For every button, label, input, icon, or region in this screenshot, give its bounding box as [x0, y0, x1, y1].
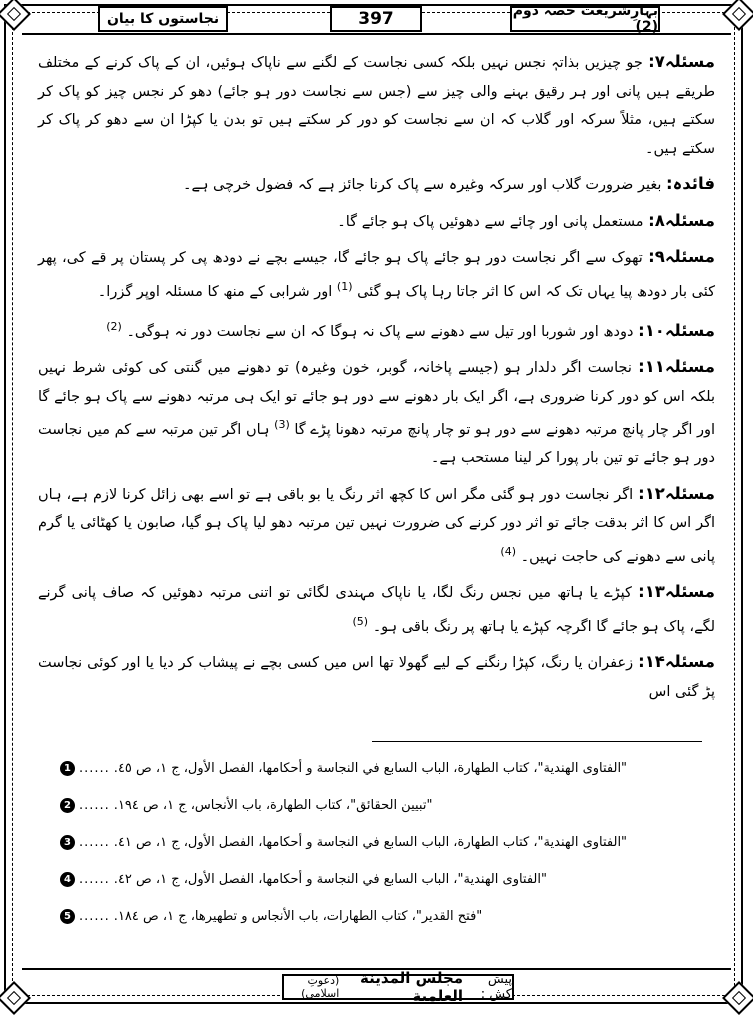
footnote-ref: (4)	[500, 544, 516, 558]
mas-label: مسئلہ۱۰:	[638, 320, 715, 340]
footnote: 4 ...... "الفتاوى الهندية"، الباب السابع في النجاسة و أحكامها، الفصل الأول، ج ١، ص ٤٢.	[60, 869, 697, 889]
footnote-number: 5	[60, 909, 75, 924]
faida-label: فائدہ:	[666, 174, 715, 193]
paragraph: مسئلہ۹: تھوک سے اگر نجاست دور ہو جائے پاک ہو جائے گا، جیسے بچے نے دودھ پی کر پستان پر قے کی، پھر کئی بار دودھ پیا یہاں تک کہ اس کا اثر جاتا رہا پاک ہو گئی $^{(1)}$ اور شرابی کے منھ کا مسئلہ اوپر گزرا۔	[38, 247, 716, 300]
footnote-separator	[372, 741, 702, 742]
mas-label: مسئلہ۱۳:	[638, 582, 716, 602]
main-text	[38, 48, 715, 713]
footnote-ref: (5)	[352, 614, 369, 628]
mas-label: مسئلہ۹:	[648, 247, 716, 266]
footnote-ref: (1)	[336, 279, 353, 293]
paragraph: فائدہ: بغیر ضرورت گلاب اور سرکہ وغیرہ سے پاک کرنا جائز ہے کہ فضول خرچی ہے۔	[182, 174, 715, 193]
paragraph: مسئلہ۱۴: زعفران یا رنگ، کپڑا رنگنے کے لیے گھولا تھا اس میں کسی بچے نے پیشاب کر دیا یا اور کوئی نجاست پڑ گئی اس	[38, 652, 715, 700]
paragraph: مسئلہ۱۱: نجاست اگر دلدار ہو (جیسے پاخانہ، گوبر، خون وغیرہ) تو دھونے میں گنتی کی کوئی شرط نہیں بلکہ اس کو دور کرنا ضروری ہے، اگر ایک بار دھونے سے دور ہو جائے تو ایک ہی مرتبہ دھونے سے پاک ہو جائے گا اور اگر چار پانچ مرتبہ دھونے سے دور ہو تو چار پانچ مرتبہ دھونا پڑے گا $^{(3)}$ ہاں اگر تین مرتبہ سے کم میں نجاست دور ہو جائے تو تین بار پورا کر لینا مستحب ہے۔	[38, 357, 716, 467]
footnote-number: 2	[60, 798, 75, 813]
mas-label: مسئلہ۱۲:	[638, 483, 715, 503]
footnote-ref: (2)	[106, 319, 122, 333]
footnote: 2 ...... "تبيين الحقائق"، كتاب الطهارة، باب الأنجاس، ج ١، ص ١٩٤.	[60, 795, 697, 815]
footnote: 1 ...... "الفتاوى الهندية"، كتاب الطهارة، الباب السابع في النجاسة و أحكامها، الفصل الأول، ج ١، ص ٤٥.	[60, 758, 697, 778]
footer-publisher	[282, 969, 514, 1005]
page-number: 397	[330, 6, 422, 32]
footnotes	[60, 758, 697, 943]
footnote: 5 ...... "فتح القدير"، كتاب الطهارات، باب الأنجاس و تطهيرها، ج ١، ص ١٨٤.	[60, 906, 697, 926]
mas-label: مسئلہ۸:	[648, 210, 715, 230]
paragraph: مسئلہ۷: جو چیزیں بذاتہٖ نجس نہیں بلکہ کسی نجاست کے لگنے سے ناپاک ہوئیں، ان کے پاک کرنے کے مختلف طریقے ہیں پانی اور ہر رقیق بہنے والی چیز سے (جس سے نجاست دور ہو جائے) دھو کر نجس چیز کو پاک کر سکتے ہیں، مثلاً سرکہ اور گلاب کہ ان سے نجاست کو دور کر سکتے ہیں تو بدن یا کپڑا ان سے دھو کر پاک کر سکتے ہیں۔	[38, 52, 716, 157]
footer-sub: (دعوتِ اسلامی)	[301, 974, 340, 1000]
footnote-number: 1	[60, 761, 75, 776]
book-title: بہارِشریعت حصہ دوم (2)	[510, 6, 660, 32]
footnote: 3 ...... "الفتاوى الهندية"، كتاب الطهارة، الباب السابع في النجاسة و أحكامها، الفصل الأول، ج ١، ص ٤١.	[60, 832, 697, 852]
footer-presenter: پیش کش :	[480, 972, 512, 1002]
mas-label: مسئلہ۱۱:	[638, 357, 716, 377]
footer-org: مجلس المدينة العلمية	[360, 969, 464, 1005]
paragraph: مسئلہ۸: مستعمل پانی اور چائے سے دھوئیں پاک ہو جائے گا۔	[337, 210, 715, 230]
footnote-number: 4	[60, 872, 75, 887]
paragraph: مسئلہ۱۲: اگر نجاست دور ہو گئی مگر اس کا کچھ اثر رنگ یا بو باقی ہے تو اسے بھی زائل کرنا لازم ہے، ہاں اگر اس کا اثر بدقت جائے تو اثر دور کرنے کی ضرورت نہیں تین مرتبہ دھو لیا پاک ہو گیا، صابون یا کھٹائی یا گرم پانی سے دھونے کی حاجت نہیں۔ $^{(4)}$	[38, 483, 715, 565]
footnote-number: 3	[60, 835, 75, 850]
footnote-ref: (3)	[274, 418, 290, 432]
mas-label: مسئلہ۷:	[648, 52, 716, 71]
chapter-title: نجاستوں کا بیان	[98, 6, 228, 32]
paragraph: مسئلہ۱۰: دودھ اور شوربا اور تیل سے دھونے سے پاک نہ ہوگا کہ ان سے نجاست دور نہ ہوگی۔ $^{(2)}$	[106, 319, 715, 340]
paragraph: مسئلہ۱۳: کپڑے یا ہاتھ میں نجس رنگ لگا، یا ناپاک مہندی لگائی تو اتنی مرتبہ دھوئیں کہ صاف پانی گرنے لگے، پاک ہو جائے گا اگرچہ کپڑے یا ہاتھ پر رنگ باقی ہو۔ $^{(5)}$	[38, 582, 716, 635]
mas-label: مسئلہ۱۴:	[638, 652, 715, 672]
